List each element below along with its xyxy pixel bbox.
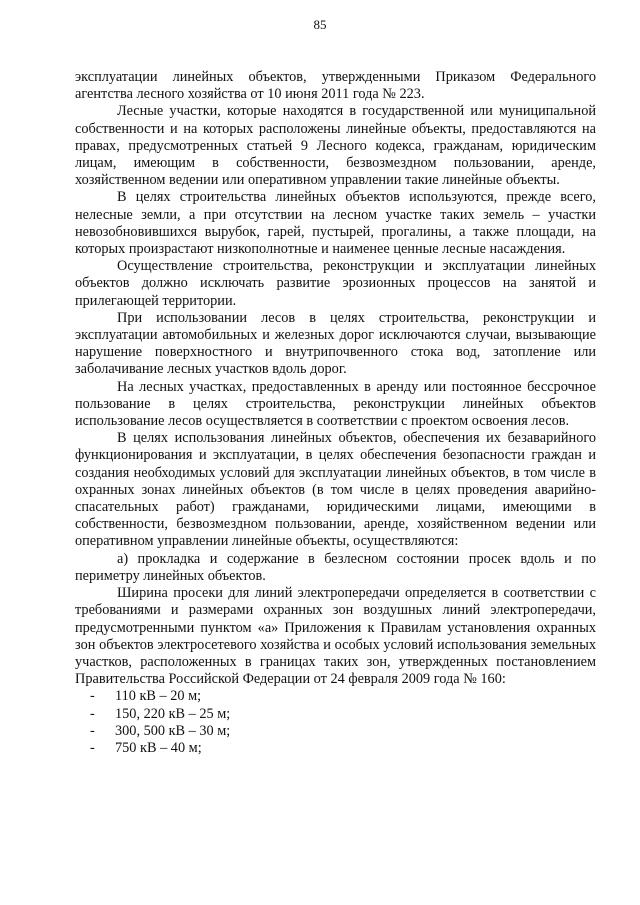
paragraph-erosion: Осуществление строительства, реконструкции и эксплуатации линейных объектов должно исключать развитие эрозионных процессов на занятой и прилегающей территории. bbox=[75, 258, 596, 309]
list-item bbox=[75, 740, 596, 757]
page-body bbox=[75, 69, 596, 757]
paragraph-forest-plots-rights: Лесные участки, которые находятся в государственной или муниципальной собственности и на которых расположены линейные объекты, предоставляются на правах, предусмотренных статьей 9 Лесного кодекса, гражданам, юридическим лицам, имеющим в собственности, безвозмездном пользовании, аренде, хозяйственном ведении или оперативном управлении такие линейные объекты. bbox=[75, 103, 596, 189]
list-item bbox=[75, 706, 596, 723]
list-item-text: 150, 220 кВ – 25 м; bbox=[115, 705, 231, 722]
list-item-text: 110 кВ – 20 м; bbox=[115, 688, 202, 705]
paragraph-continuation: эксплуатации линейных объектов, утвержденными Приказом Федерального агентства лесного хозяйства от 10 июня 2011 года № 223. bbox=[75, 69, 596, 103]
paragraph-clearing-width: Ширина просеки для линий электропередачи определяется в соответствии с требованиями и размерами охранных зон воздушных линий электропередачи, предусмотренными пунктом «а» Приложения к Правилам установления охранных зон объектов электросетевого хозяйства и особых условий использования земельных участков, расположенных в границах таких зон, утвержденных постановлением Правительства Российской Федерации от 24 февраля 2009 года № 160: bbox=[75, 585, 596, 688]
list-dash: - bbox=[90, 688, 95, 705]
list-item-text: 750 кВ – 40 м; bbox=[115, 739, 202, 756]
paragraph-use-purposes: В целях использования линейных объектов, обеспечения их безаварийного функционирования и эксплуатации, в целях обеспечения безопасности граждан и создания необходимых условий для эксплуатации линейных объектов, в том числе в охранных зонах линейных объектов (в том числе в целях проведения аварийно-спасательных работ) гражданами, юридическими лицами, имеющими в собственности, безвозмездном пользовании, аренде, хозяйственном ведении или оперативном управлении линейные объекты, осуществляются: bbox=[75, 430, 596, 550]
paragraph-clearing-item-a: а) прокладка и содержание в безлесном состоянии просек вдоль и по периметру линейных объектов. bbox=[75, 550, 596, 584]
voltage-width-list bbox=[75, 688, 596, 757]
list-dash: - bbox=[90, 722, 95, 739]
paragraph-construction-lands: В целях строительства линейных объектов используются, прежде всего, нелесные земли, а при отсутствии на лесном участке таких земель – участки невозобновившихся вырубок, гарей, пустырей, прогалины, а также площади, на которых произрастают низкополнотные и наименее ценные лесные насаждения. bbox=[75, 189, 596, 258]
list-dash: - bbox=[90, 705, 95, 722]
list-dash: - bbox=[90, 739, 95, 756]
list-item bbox=[75, 688, 596, 705]
paragraph-roads: При использовании лесов в целях строительства, реконструкции и эксплуатации автомобильных и железных дорог исключаются случаи, вызывающие нарушение поверхностного и внутрипочвенного стока вод, затопление или заболачивание лесных участков вдоль дорог. bbox=[75, 309, 596, 378]
list-item bbox=[75, 723, 596, 740]
list-item-text: 300, 500 кВ – 30 м; bbox=[115, 722, 231, 739]
page-number: 85 bbox=[313, 17, 327, 32]
paragraph-lease: На лесных участках, предоставленных в аренду или постоянное бессрочное пользование в целях строительства, реконструкции линейных объектов использование лесов осуществляется в соответствии с проектом освоения лесов. bbox=[75, 378, 596, 430]
